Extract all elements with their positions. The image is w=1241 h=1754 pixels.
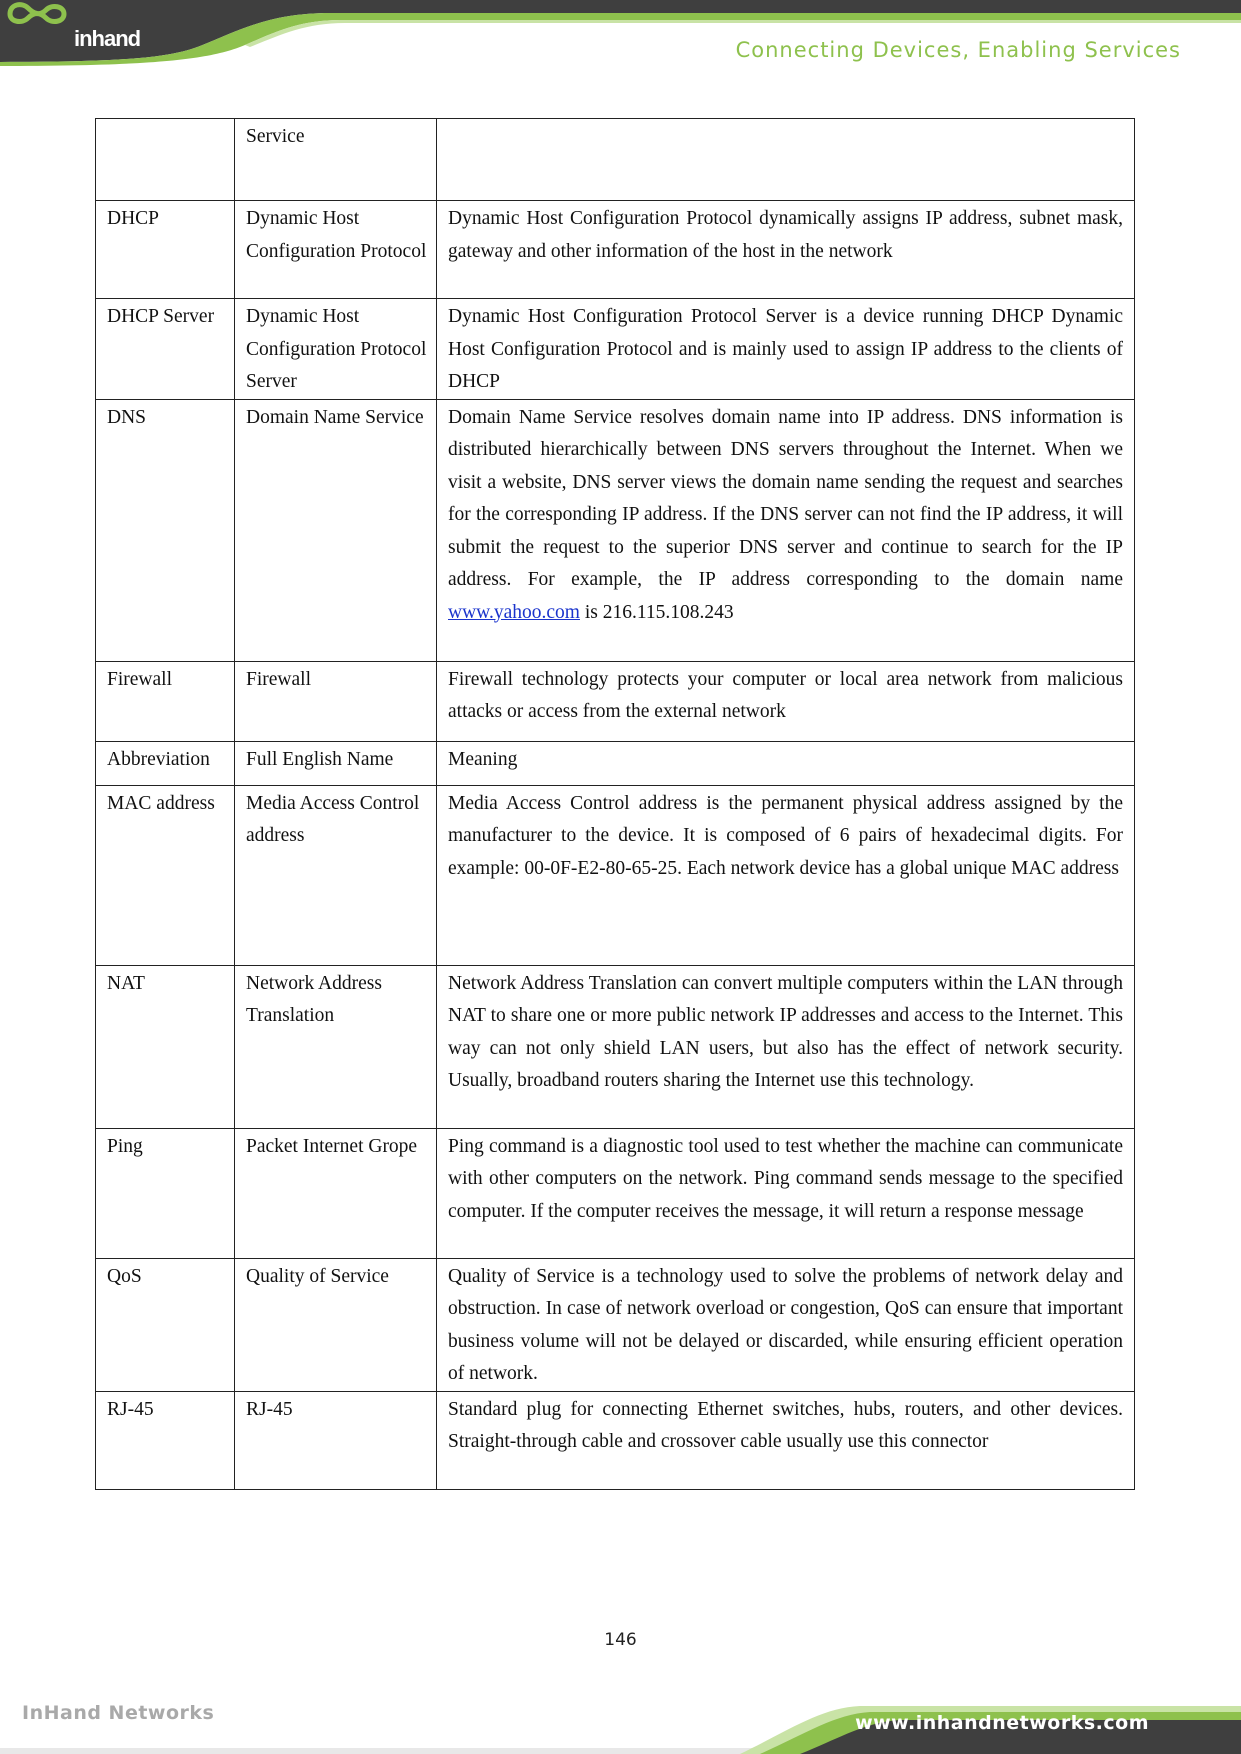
meaning-cell: Media Access Control address is the permanent physical address assigned by the manufacturer to the device. It is composed of 6 pairs of hexadecimal digits. For example: 00-0F-E2-80-65-25. Each network device has a global unique MAC address bbox=[437, 785, 1135, 965]
full-name-cell: Domain Name Service bbox=[235, 399, 437, 661]
meaning-cell: Network Address Translation can convert multiple computers within the LAN through NAT to share one or more public network IP addresses and access to the Internet. This way can not only shield LAN users, but also has the effect of network security. Usually, broadband routers sharing the Internet use this technology. bbox=[437, 965, 1135, 1128]
abbreviation-cell: DHCP bbox=[96, 201, 235, 299]
abbreviation-cell bbox=[96, 119, 235, 201]
meaning-cell: Standard plug for connecting Ethernet switches, hubs, routers, and other devices. Straight-through cable and crossover cable usually use this connector bbox=[437, 1391, 1135, 1489]
full-name-cell: Dynamic Host Configuration Protocol Server bbox=[235, 299, 437, 400]
abbreviation-cell: Ping bbox=[96, 1128, 235, 1258]
meaning-cell: Dynamic Host Configuration Protocol Server is a device running DHCP Dynamic Host Configuration Protocol and is mainly used to assign IP address to the clients of DHCP bbox=[437, 299, 1135, 400]
table-row bbox=[96, 119, 1135, 201]
meaning-cell: Ping command is a diagnostic tool used to test whether the machine can communicate with other computers on the network. Ping command sends message to the specified computer. If the computer receives the message, it will return a response message bbox=[437, 1128, 1135, 1258]
table-header-row bbox=[96, 741, 1135, 785]
abbreviation-cell: QoS bbox=[96, 1258, 235, 1391]
table-row bbox=[96, 201, 1135, 299]
logo-wordmark: inhand bbox=[74, 26, 141, 51]
table-row bbox=[96, 1258, 1135, 1391]
column-header-meaning: Meaning bbox=[437, 741, 1135, 785]
meaning-cell bbox=[437, 399, 1135, 661]
full-name-cell: Firewall bbox=[235, 661, 437, 741]
full-name-cell: Network Address Translation bbox=[235, 965, 437, 1128]
abbreviation-cell: Firewall bbox=[96, 661, 235, 741]
meaning-text: is 216.115.108.243 bbox=[579, 601, 734, 623]
full-name-cell: Packet Internet Grope bbox=[235, 1128, 437, 1258]
footer-company-name: InHand Networks bbox=[22, 1702, 215, 1724]
abbreviation-cell: NAT bbox=[96, 965, 235, 1128]
meaning-cell bbox=[437, 119, 1135, 201]
footer-website[interactable]: www.inhandnetworks.com bbox=[855, 1712, 1149, 1734]
abbreviation-cell: DNS bbox=[96, 399, 235, 661]
abbreviation-cell: MAC address bbox=[96, 785, 235, 965]
table-row bbox=[96, 299, 1135, 400]
column-header-full-name: Full English Name bbox=[235, 741, 437, 785]
table-row bbox=[96, 785, 1135, 965]
yahoo-link[interactable]: www.yahoo.com bbox=[448, 601, 580, 623]
meaning-text: Domain Name Service resolves domain name into IP address. DNS information is distributed hierarchically between DNS servers throughout the Internet. When we visit a website, DNS server views the domain name sending the request and searches for the corresponding IP address. If the DNS server can not find the IP address, it will submit the request to the superior DNS server and continue to search for the IP address. For example, the IP address corresponding to the domain name bbox=[448, 406, 1123, 590]
full-name-cell: Dynamic Host Configuration Protocol bbox=[235, 201, 437, 299]
inhand-logo-icon bbox=[0, 0, 80, 52]
table-row bbox=[96, 399, 1135, 661]
table-row bbox=[96, 1128, 1135, 1258]
table-row bbox=[96, 661, 1135, 741]
full-name-cell: Quality of Service bbox=[235, 1258, 437, 1391]
table-row bbox=[96, 965, 1135, 1128]
full-name-cell: RJ-45 bbox=[235, 1391, 437, 1489]
table-row bbox=[96, 1391, 1135, 1489]
full-name-cell: Media Access Control address bbox=[235, 785, 437, 965]
meaning-cell: Quality of Service is a technology used to solve the problems of network delay and obstruction. In case of network overload or congestion, QoS can ensure that important business volume will not be delayed or discarded, while ensuring efficient operation of network. bbox=[437, 1258, 1135, 1391]
header-slogan: Connecting Devices, Enabling Services bbox=[735, 38, 1181, 62]
page-header bbox=[0, 0, 1241, 70]
abbreviation-cell: RJ-45 bbox=[96, 1391, 235, 1489]
abbreviation-cell: DHCP Server bbox=[96, 299, 235, 400]
meaning-cell: Firewall technology protects your computer or local area network from malicious attacks or access from the external network bbox=[437, 661, 1135, 741]
glossary-table bbox=[95, 118, 1135, 1490]
page-number: 146 bbox=[604, 1630, 637, 1650]
page-footer bbox=[0, 1690, 1241, 1754]
meaning-cell: Dynamic Host Configuration Protocol dynamically assigns IP address, subnet mask, gateway and other information of the host in the network bbox=[437, 201, 1135, 299]
full-name-cell: Service bbox=[235, 119, 437, 201]
column-header-abbreviation: Abbreviation bbox=[96, 741, 235, 785]
